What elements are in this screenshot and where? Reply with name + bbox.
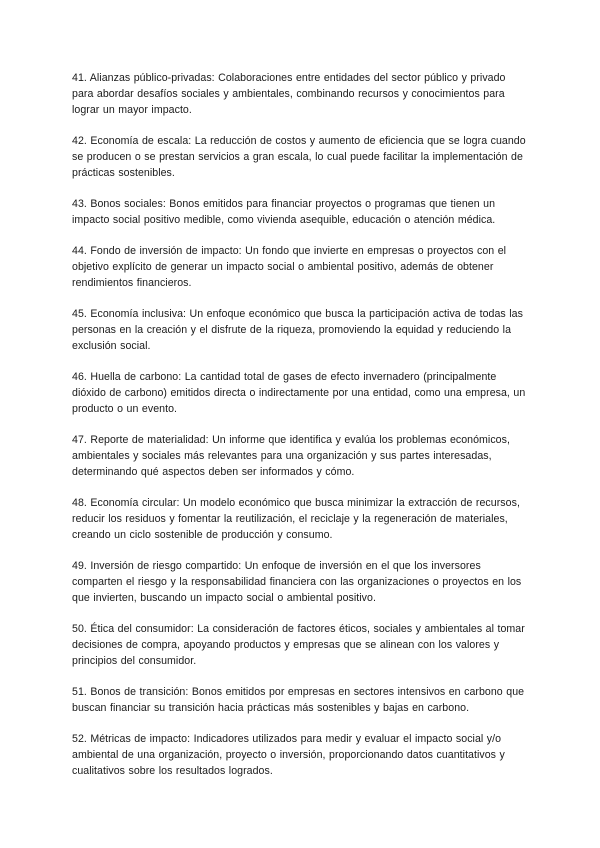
entry-48-economia-circular: 48. Economía circular: Un modelo económico que busca minimizar la extracción de recursos, reducir los residuos y fomentar la reutilización, el reciclaje y la regeneración de materiales, creando un ciclo sostenible de producción y consumo. bbox=[72, 497, 520, 541]
entry-42-economia-de-escala: 42. Economía de escala: La reducción de costos y aumento de eficiencia que se logra cuando se producen o se prestan servicios a gran escala, lo cual puede facilitar la implementación de prácticas sostenibles. bbox=[72, 135, 526, 179]
entry-52-metricas-de-impacto: 52. Métricas de impacto: Indicadores utilizados para medir y evaluar el impacto social y/o ambiental de una organización, proyecto o inversión, proporcionando datos cuantitativos y cualitativos sobre los resultados logrados. bbox=[72, 733, 505, 777]
entry-45-economia-inclusiva: 45. Economía inclusiva: Un enfoque económico que busca la participación activa de todas las personas en la creación y el disfrute de la riqueza, promoviendo la equidad y reduciendo la exclusión social. bbox=[72, 308, 523, 352]
entry-51-bonos-de-transicion: 51. Bonos de transición: Bonos emitidos por empresas en sectores intensivos en carbono que buscan financiar su transición hacia prácticas más sostenibles y bajas en carbono. bbox=[72, 686, 525, 714]
entry-44-fondo-de-inversion-de-impacto: 44. Fondo de inversión de impacto: Un fondo que invierte en empresas o proyectos con el objetivo explícito de generar un impacto social o ambiental positivo, además de obtener rendimientos financieros. bbox=[72, 245, 507, 289]
entry-43-bonos-sociales: 43. Bonos sociales: Bonos emitidos para financiar proyectos o programas que tienen un impacto social positivo medible, como vivienda asequible, educación o atención médica. bbox=[72, 198, 496, 226]
entry-41-alianzas-publico-privadas: 41. Alianzas público-privadas: Colaboraciones entre entidades del sector público y privado para abordar desafíos sociales y ambientales, combinando recursos y conocimientos para lograr un mayor impacto. bbox=[72, 72, 506, 116]
document-page bbox=[72, 70, 527, 794]
entry-50-etica-del-consumidor: 50. Ética del consumidor: La consideración de factores éticos, sociales y ambientales al tomar decisiones de compra, apoyando productos y empresas que se alinean con los valores y principios del consumidor. bbox=[72, 623, 525, 667]
entry-49-inversion-de-riesgo-compartido: 49. Inversión de riesgo compartido: Un enfoque de inversión en el que los inversores comparten el riesgo y la responsabilidad financiera con las organizaciones o proyectos en los que invierten, buscando un impacto social o ambiental positivo. bbox=[72, 560, 522, 604]
entry-47-reporte-de-materialidad: 47. Reporte de materialidad: Un informe que identifica y evalúa los problemas económicos, ambientales y sociales más relevantes para una organización y sus partes interesadas, determinando qué aspectos deben ser informados y cómo. bbox=[72, 434, 510, 478]
entry-46-huella-de-carbono: 46. Huella de carbono: La cantidad total de gases de efecto invernadero (principalmente dióxido de carbono) emitidos directa o indirectamente por una entidad, como una empresa, un producto o un evento. bbox=[72, 371, 526, 415]
